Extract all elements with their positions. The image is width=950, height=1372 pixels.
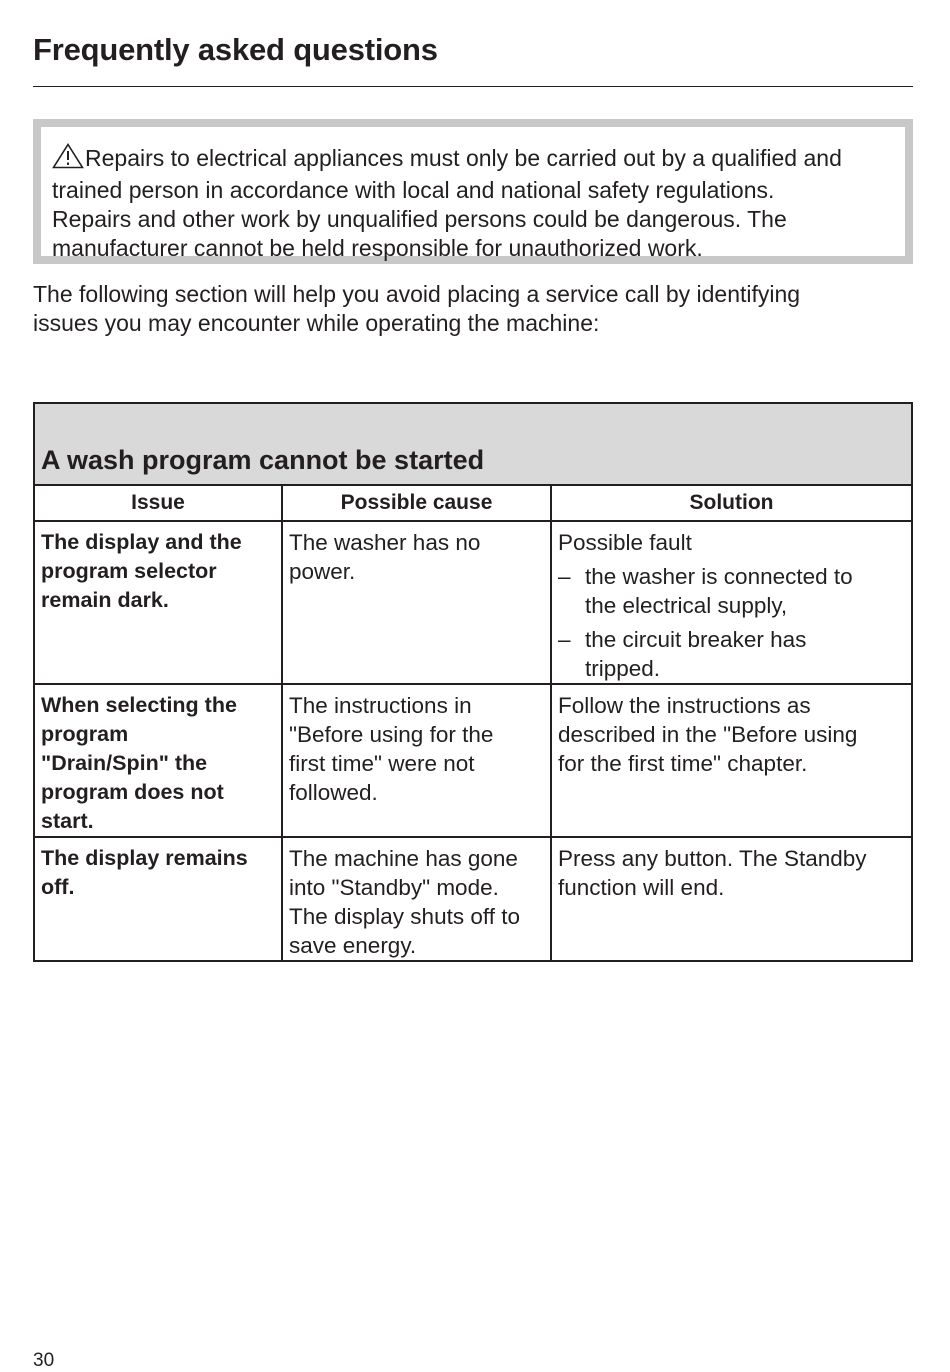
cause-line: The machine has gone bbox=[289, 846, 518, 871]
section-title: A wash program cannot be started bbox=[41, 445, 485, 475]
warning-line-1 bbox=[52, 143, 905, 176]
solution-item-text bbox=[585, 562, 853, 620]
cause-line: into "Standby" mode. bbox=[289, 875, 499, 900]
page-number: 30 bbox=[33, 1350, 55, 1371]
warning-line-2: trained person in accordance with local and national safety regulations. bbox=[52, 177, 775, 203]
troubleshooting-table bbox=[33, 402, 913, 962]
solution-line: for the first time" chapter. bbox=[558, 751, 808, 776]
cause-line: save energy. bbox=[289, 933, 417, 958]
solution-intro: Possible fault bbox=[558, 530, 692, 555]
issue-cell bbox=[34, 521, 282, 684]
solution-list-item bbox=[558, 625, 905, 683]
issue-line: program selector bbox=[41, 559, 217, 583]
warning-line-4: manufacturer cannot be held responsible for unauthorized work. bbox=[52, 235, 703, 261]
column-header-issue: Issue bbox=[34, 485, 282, 521]
issue-line: The display and the bbox=[41, 530, 242, 554]
table-section-header-row bbox=[34, 403, 912, 485]
solution-item-line: the circuit breaker has bbox=[585, 627, 807, 652]
cause-cell bbox=[282, 837, 551, 961]
issue-line: "Drain/Spin" the bbox=[41, 751, 208, 775]
issue-cell bbox=[34, 684, 282, 837]
cause-line: "Before using for the bbox=[289, 722, 494, 747]
cause-line: power. bbox=[289, 559, 356, 584]
issue-line: remain dark. bbox=[41, 588, 169, 612]
solution-cell bbox=[551, 837, 912, 961]
cause-line: The washer has no bbox=[289, 530, 481, 555]
cause-cell bbox=[282, 684, 551, 837]
issue-line: program bbox=[41, 722, 129, 746]
solution-item-line: the washer is connected to bbox=[585, 564, 853, 589]
column-header-solution: Solution bbox=[551, 485, 912, 521]
cause-cell bbox=[282, 521, 551, 684]
section-header-cell bbox=[34, 403, 912, 485]
safety-warning-box bbox=[33, 119, 913, 264]
column-header-row bbox=[34, 485, 912, 521]
solution-cell bbox=[551, 684, 912, 837]
solution-line: function will end. bbox=[558, 875, 725, 900]
page-title: Frequently asked questions bbox=[33, 32, 438, 67]
issue-line: start. bbox=[41, 809, 94, 833]
solution-line: described in the "Before using bbox=[558, 722, 858, 747]
title-divider bbox=[33, 86, 913, 87]
cause-line: The instructions in bbox=[289, 693, 472, 718]
issue-line: When selecting the bbox=[41, 693, 237, 717]
dash-bullet: – bbox=[558, 564, 571, 589]
intro-line-1: The following section will help you avoid placing a service call by identifying bbox=[33, 281, 801, 307]
table-row bbox=[34, 837, 912, 961]
intro-paragraph bbox=[33, 280, 800, 338]
table-row bbox=[34, 684, 912, 837]
issue-line: The display remains bbox=[41, 846, 248, 870]
solution-cell bbox=[551, 521, 912, 684]
dash-bullet: – bbox=[558, 627, 571, 652]
warning-triangle-icon bbox=[52, 143, 84, 176]
issue-cell bbox=[34, 837, 282, 961]
solution-item-text bbox=[585, 625, 806, 683]
solution-item-line: the electrical supply, bbox=[585, 593, 788, 618]
cause-line: followed. bbox=[289, 780, 378, 805]
issue-line: off. bbox=[41, 875, 75, 899]
solution-list-item bbox=[558, 562, 905, 620]
cause-line: The display shuts off to bbox=[289, 904, 520, 929]
solution-item-line: tripped. bbox=[585, 656, 661, 681]
warning-text-1: Repairs to electrical appliances must only be carried out by a qualified and bbox=[85, 145, 842, 171]
issue-line: program does not bbox=[41, 780, 224, 804]
solution-line: Press any button. The Standby bbox=[558, 846, 867, 871]
column-header-cause: Possible cause bbox=[282, 485, 551, 521]
warning-line-3: Repairs and other work by unqualified persons could be dangerous. The bbox=[52, 206, 787, 232]
solution-line: Follow the instructions as bbox=[558, 693, 811, 718]
table-row bbox=[34, 521, 912, 684]
cause-line: first time" were not bbox=[289, 751, 475, 776]
intro-line-2: issues you may encounter while operating the machine: bbox=[33, 310, 600, 336]
